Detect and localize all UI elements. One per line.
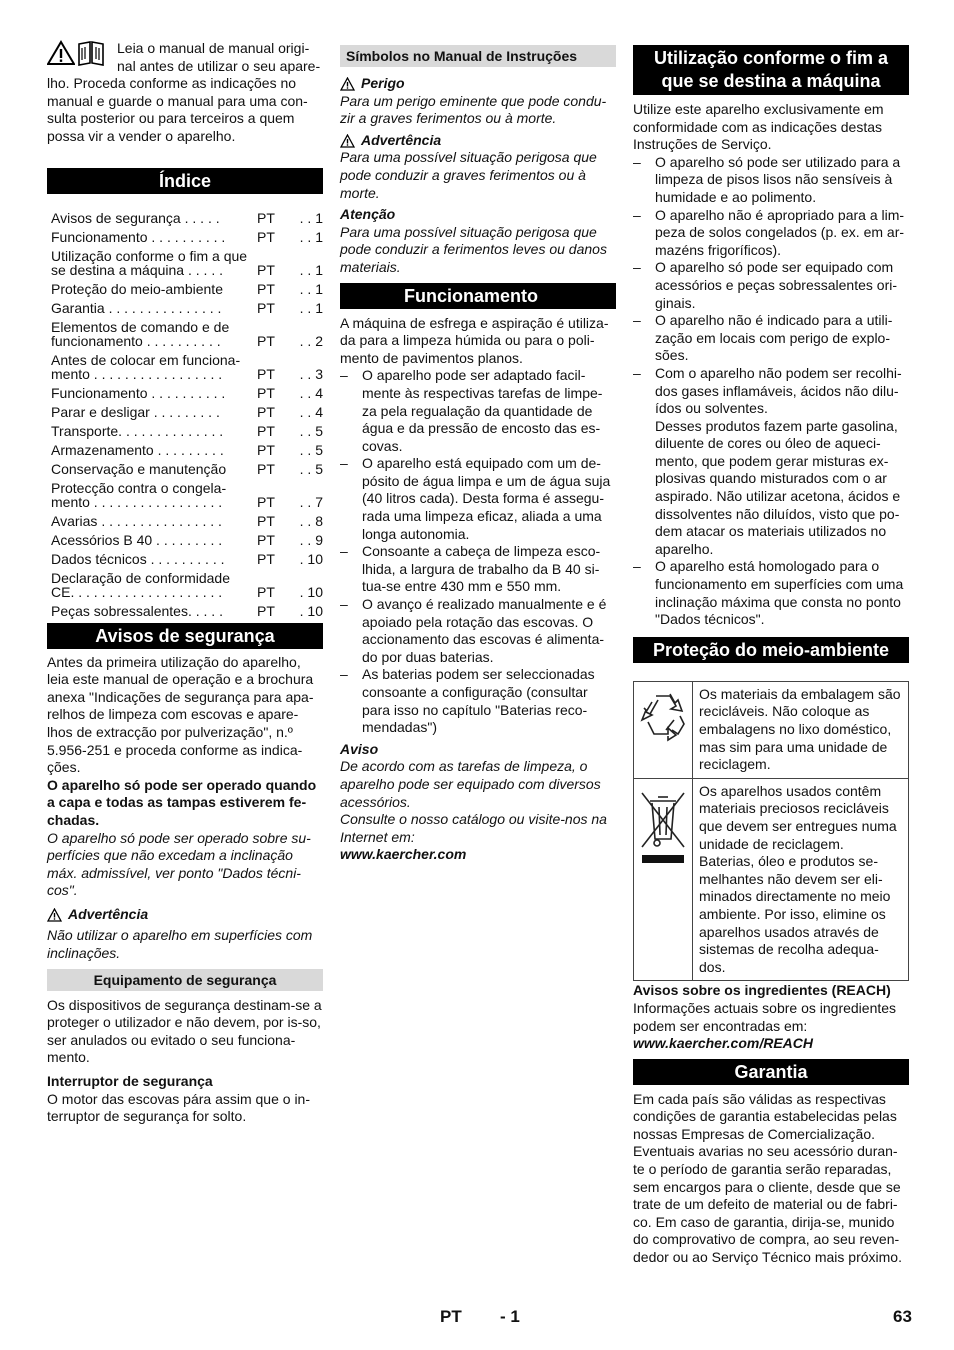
list-item: – O aparelho não é apropriado para a lim-peza de solos congelados (p. ex. em ar-mazéns frigoríficos). [633,207,909,260]
toc-title: Proteção do meio-ambiente [51,280,223,297]
bin-icon-cell [634,778,693,981]
aviso-label: Aviso [340,740,379,757]
toc-page: . . 4 [299,403,323,420]
utilizacao-title: Utilização conforme o fim a que se destina a máquina [633,45,909,95]
table-row [634,778,909,981]
toc-title: Conservação e manutenção [51,460,227,477]
perigo-label: Perigo [361,75,405,91]
funcionamento-list [340,367,616,736]
toc-lang: PT [257,332,275,349]
garantia-text: Em cada país são válidas as respectivas condições de garantia estabelecidas pelas nossas Empresas de Comercialização. Eventuais avarias no seu acessório duran-te o período de garantia serão reparadas, sem encargos para o cliente, desde que se trate de um defeito de material ou de fabri-co. Em caso de garantia, dirija-se, munido do comprovativo de compra, ao seu reven-dedor ou ao Serviço Técnico mais próximo. [633,1090,902,1266]
advertencia-label: Advertência [361,131,442,148]
toc-row[interactable] [47,227,323,246]
avisos-p2: O aparelho só pode ser operado quando a capa e todas as tampas estiverem fe-chadas. [47,776,317,828]
toc-lang: PT [257,422,275,439]
toc-lang: PT [257,602,275,619]
intro-block [47,40,323,75]
reach-link[interactable]: www.kaercher.com/REACH [633,1035,813,1052]
toc-row[interactable] [47,530,323,549]
toc-page: . 10 [299,583,323,600]
toc-title: Transporte. . . . . . . . . . . . . . [51,422,224,439]
protecao-title: Proteção do meio-ambiente [633,637,909,663]
column-left [47,40,323,1126]
interruptor-title: Interruptor de segurança [47,1073,213,1090]
toc-page: . 10 [299,602,323,619]
toc-lang: PT [257,365,275,382]
avisos-warning-label: Advertência [68,905,149,922]
toc-title: Parar e desligar . . . . . . . . . [51,403,220,420]
advertencia-text: Para uma possível situação perigosa que pode conduzir a graves ferimentos ou à morte. [340,149,597,201]
toc-lang: PT [257,384,275,401]
list-item: – O aparelho está equipado com um de-pósito de água limpa e um de água suja (40 litros cada). Desta forma é assegu-rada uma limpeza eficaz, aliada a uma longa autonomia. [340,455,616,543]
toc-lang: PT [257,583,275,600]
toc-page: . . 1 [299,209,323,226]
atencao-text: Para uma possível situação perigosa que pode conduzir a ferimentos leves ou danos materiais. [340,223,607,275]
intro-icons [47,40,105,75]
list-item-extra: Desses produtos fazem parte gasolina, diluente de cores ou óleo de aqueci-mento, que podem gerar misturas ex-plosivas quando misturados com o ar aspirado. Não utilizar acetona, ácidos e dissolventes não diluídos, visto que po-dem atacar os materiais utilizados no aparelho. [655,417,901,557]
toc-lang: PT [257,299,275,316]
list-item: – Consoante a cabeça de limpeza esco-lhida, a largura de trabalho da B 40 si-tua-se entre 430 mm e 550 mm. [340,543,616,596]
list-item: – As baterias podem ser seleccionadas consoante a configuração (consultar para isso no capítulo "Baterias reco-mendadas") [340,666,616,736]
column-right [633,45,909,1267]
toc-lang: PT [257,209,275,226]
toc-title: Avisos de segurança . . . . . [51,209,220,226]
packaging-text: Os materiais da embalagem são recicláveis. Não coloque as embalagens no lixo doméstico, mas sim para uma unidade de reciclagem. [693,681,909,778]
toc-title: Utilização conforme o fim a que se destina a máquina . . . . . [51,247,248,278]
aviso-text: De acordo com as tarefas de limpeza, o aparelho pode ser equipado com diversos acessórios. [340,758,601,810]
equipamento-title: Equipamento de segurança [47,969,323,991]
warning-triangle-icon [47,40,75,66]
toc-page: . . 9 [299,531,323,548]
toc-page: . . 5 [299,422,323,439]
reach-title: Avisos sobre os ingredientes (REACH) [633,982,891,999]
avisos-warning-text: Não utilizar o aparelho em superfícies com inclinações. [47,927,313,962]
toc-lang: PT [257,261,275,278]
toc-page: . . 2 [299,332,323,349]
kaercher-link[interactable]: www.kaercher.com [340,846,467,863]
list-item: – O aparelho está homologado para o funcionamento em superfícies com uma inclinação máxima que consta no ponto "Dados técnicos". [633,558,909,628]
list-item: – O aparelho só pode ser utilizado para a limpeza de pisos lisos não sensíveis à humidade e ao polimento. [633,154,909,207]
toc-row[interactable] [47,402,323,421]
reach-text: Informações actuais sobre os ingredientes podem ser encontradas em: [633,999,897,1034]
toc-page: . . 1 [299,299,323,316]
intro-text-rest: lho. Proceda conforme as indicações no manual e guarde o manual para uma con-sulta posterior ou para terceiros a quem possa vir a vender o aparelho. [47,75,308,144]
toc-page: . . 7 [299,493,323,510]
toc-row[interactable] [47,601,323,620]
toc-title: Peças sobressalentes. . . . . [51,602,223,619]
toc-page: . . 5 [299,460,323,477]
toc-row[interactable] [47,511,323,530]
list-item: – O avanço é realizado manualmente e é apoiado pela rotação das escovas. O accionamento das escovas é alimenta-do por duas baterias. [340,596,616,666]
toc-lang: PT [257,228,275,245]
toc-row[interactable] [47,568,323,601]
list-item-text: Com o aparelho não podem ser recolhi-dos gases inflamáveis, ácidos não dilu-ídos ou solventes. [655,364,902,417]
toc-page: . . 8 [299,512,323,529]
advertencia-label-row [340,132,616,150]
list-item: – O aparelho pode ser adaptado facil-mente às respectivas tarefas de limpe-za pela regualação da quantidade de água e da pressão de encosto das es-covas. [340,367,616,455]
crossed-bin-icon [638,787,688,865]
toc-page: . . 1 [299,261,323,278]
toc-lang: PT [257,441,275,458]
footer-page-local: - 1 [500,1307,520,1326]
toc-row[interactable] [47,440,323,459]
toc-page: . . 1 [299,228,323,245]
toc-lang: PT [257,512,275,529]
catalog-text: Consulte o nosso catálogo ou visite-nos na Internet em: [340,811,607,845]
funcionamento-title: Funcionamento [340,283,616,309]
toc-page: . . 4 [299,384,323,401]
toc-page: . . 1 [299,280,323,297]
toc-row[interactable] [47,549,323,568]
used-devices-text: Os aparelhos usados contêm materiais preciosos recicláveis que devem ser entregues numa unidade de reciclagem. Baterias, óleo e produtos se-melhantes não devem ser eli-minados directamente no meio ambiente. Por isso, elimine os aparelhos usados através de sistemas de recolha adequa-dos. [693,778,909,981]
perigo-text: Para um perigo eminente que pode condu-zir a graves ferimentos ou à morte. [340,92,607,127]
toc-title: Garantia . . . . . . . . . . . . . . . [51,299,222,316]
avisos-title: Avisos de segurança [47,623,323,649]
list-item: – O aparelho só pode ser equipado com acessórios e peças sobressalentes ori-ginais. [633,259,909,312]
toc-row[interactable] [47,279,323,298]
toc-row[interactable] [47,478,323,511]
column-middle [340,45,616,864]
toc-page: . . 5 [299,441,323,458]
list-item [633,365,909,559]
intro-text-first: Leia o manual de manual origi-nal antes de utilizar o seu apare- [117,40,321,74]
toc-lang: PT [257,493,275,510]
toc-row[interactable] [47,317,323,350]
toc-title: Dados técnicos . . . . . . . . . . [51,550,225,567]
toc-title: Funcionamento . . . . . . . . . . [51,228,226,245]
indice-title: Índice [47,168,323,194]
toc-title: Elementos de comando e de funcionamento . . . . . . . . . . [51,318,230,349]
utilizacao-list [633,154,909,629]
list-item: – O aparelho não é indicado para a utili-zação em locais com perigo de explo-sões. [633,312,909,365]
footer-lang: PT [440,1307,462,1326]
utilizacao-intro: Utilize este aparelho exclusivamente em conformidade com as indicações destas Instruções de Serviço. [633,101,884,153]
avisos-warning-label-row [47,906,323,924]
warning-triangle-icon [340,134,355,148]
recycle-icon-cell [634,681,693,778]
toc-title: Avarias . . . . . . . . . . . . . . . . [51,512,222,529]
table-row [634,681,909,778]
toc-page: . 10 [299,550,323,567]
equipamento-text: Os dispositivos de segurança destinam-se a proteger o utilizador e não devem, por is-so, ser anulados ou evitado o seu funciona-mento. [47,996,322,1066]
toc-title: Antes de colocar em funciona-mento . . . . . . . . . . . . . . . . . [51,351,241,382]
table-of-contents [47,208,323,620]
simbolos-title: Símbolos no Manual de Instruções [340,45,616,67]
toc-lang: PT [257,280,275,297]
warning-triangle-icon [47,908,62,922]
environment-table [633,681,909,982]
toc-lang: PT [257,403,275,420]
warning-triangle-icon [340,77,355,91]
atencao-label: Atenção [340,206,396,223]
avisos-p3: O aparelho só pode ser operado sobre su-perfícies que não excedam a inclinação máx. admissível, ver ponto "Dados técni-cos". [47,829,311,899]
toc-title: Protecção contra o congela-mento . . . . . . . . . . . . . . . . . [51,479,227,510]
funcionamento-intro: A máquina de esfrega e aspiração é utiliza-da para a limpeza húmida ou para o poli-mento de pavimentos planos. [340,314,609,366]
toc-lang: PT [257,531,275,548]
manual-book-icon [77,40,105,66]
toc-title: Funcionamento . . . . . . . . . . [51,384,226,401]
toc-row[interactable] [47,246,323,279]
footer-page-number: 63 [893,1307,912,1326]
toc-row[interactable] [47,350,323,383]
toc-row[interactable] [47,208,323,227]
toc-row[interactable] [47,421,323,440]
toc-title: Armazenamento . . . . . . . . . [51,441,224,458]
toc-title: Acessórios B 40 . . . . . . . . . [51,531,223,548]
toc-row[interactable] [47,383,323,402]
avisos-p1: Antes da primeira utilização do aparelho, leia este manual de operação e a brochura anexa "Indicações de segurança para apa-relhos de limpeza com escovas e apare-lhos de extracção por pulverização", n.º 5.956-251 e proceda conforme as indica-ções. [47,653,314,776]
garantia-title: Garantia [633,1059,909,1085]
toc-lang: PT [257,550,275,567]
perigo-label-row [340,75,616,93]
toc-lang: PT [257,460,275,477]
interruptor-text: O motor das escovas pára assim que o in-terruptor de segurança for solto. [47,1090,311,1125]
toc-title: Declaração de conformidade CE. . . . . . . . . . . . . . . . . . . . [51,569,230,600]
toc-page: . . 3 [299,365,323,382]
toc-row[interactable] [47,459,323,478]
toc-row[interactable] [47,298,323,317]
recycle-icon [638,690,688,742]
